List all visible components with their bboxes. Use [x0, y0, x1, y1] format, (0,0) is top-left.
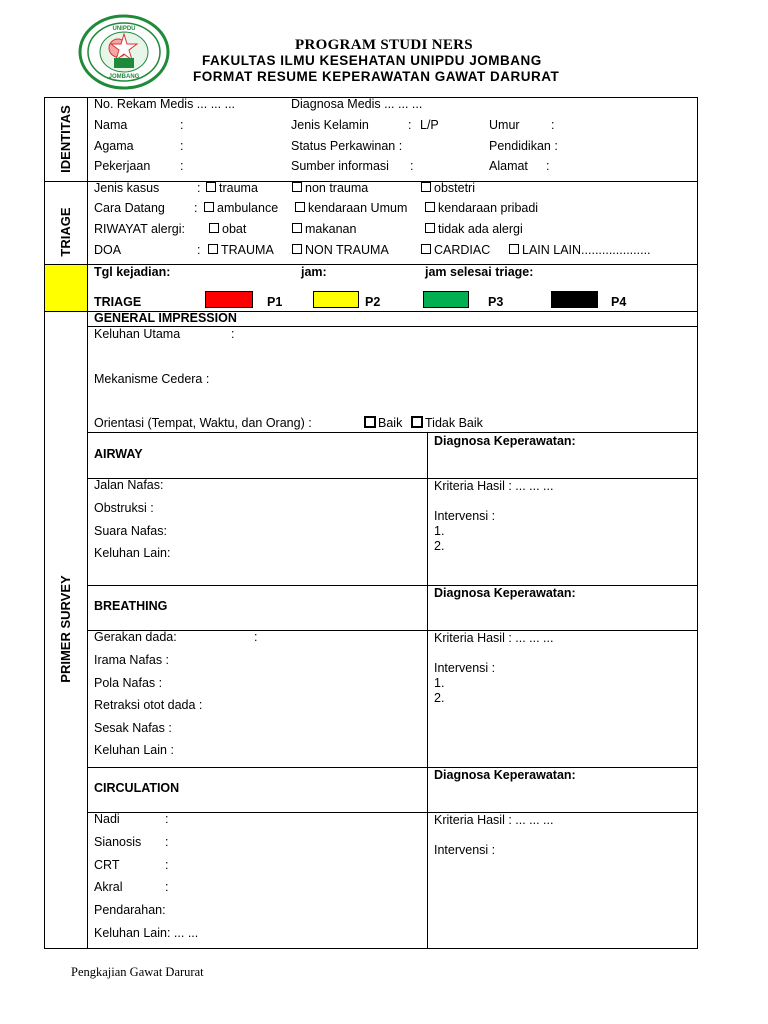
checkbox-doa-non-trauma[interactable] — [292, 243, 389, 258]
p4-label: P4 — [611, 295, 627, 309]
irama-nafas-label: Irama Nafas : — [94, 653, 170, 667]
jam-selesai-triage-label: jam selesai triage: — [425, 265, 534, 279]
breathing-diagnosa-keperawatan: Diagnosa Keperawatan: — [434, 586, 576, 600]
form-title: FORMAT RESUME KEPERAWATAN GAWAT DARURAT — [193, 69, 560, 84]
checkbox-non-trauma[interactable] — [292, 181, 368, 196]
umur-label: Umur — [489, 118, 520, 132]
breathing-intervensi-item-2: 2. — [434, 691, 445, 705]
jenis-kasus-colon: : — [197, 181, 201, 195]
retraksi-otot-dada-label: Retraksi otot dada : — [94, 698, 203, 712]
keluhan-utama-colon: : — [231, 327, 235, 341]
general-impression-title: GENERAL IMPRESSION — [94, 311, 237, 325]
airway-intervensi-item-2: 2. — [434, 539, 445, 553]
breathing-intervensi: Intervensi : — [434, 661, 496, 675]
tgl-kejadian-label: Tgl kejadian: — [94, 265, 171, 279]
crt-label: CRT — [94, 858, 120, 872]
suara-nafas-label: Suara Nafas: — [94, 524, 167, 538]
checkbox-icon[interactable] — [425, 223, 435, 233]
primer-survey-label: PRIMER SURVEY — [58, 575, 73, 683]
riwayat-alergi-label: RIWAYAT alergi: — [94, 222, 185, 236]
gerakan-dada-label: Gerakan dada: — [94, 630, 177, 644]
umur-colon: : — [551, 118, 555, 132]
p1-label: P1 — [267, 295, 283, 309]
makanan-label: makanan — [305, 222, 357, 236]
tidak-ada-alergi-label: tidak ada alergi — [438, 222, 523, 236]
checkbox-cardiac[interactable] — [421, 243, 490, 258]
keluhan-utama-label: Keluhan Utama — [94, 327, 181, 341]
airway-diagnosa-keperawatan: Diagnosa Keperawatan: — [434, 434, 576, 448]
tidak-baik-label: Tidak Baik — [425, 416, 483, 430]
checkbox-lain-lain[interactable] — [509, 243, 651, 258]
sumber-informasi-colon: : — [410, 159, 414, 173]
circulation-diagnosa-keperawatan: Diagnosa Keperawatan: — [434, 768, 576, 782]
circulation-intervensi: Intervensi : — [434, 843, 496, 857]
circulation-keluhan-lain-label: Keluhan Lain: ... ... — [94, 926, 199, 940]
checkbox-obstetri[interactable] — [421, 181, 475, 196]
diagnosa-medis: Diagnosa Medis ... ... ... — [291, 97, 423, 111]
checkbox-icon[interactable] — [509, 244, 519, 254]
sianosis-label: Sianosis — [94, 835, 142, 849]
p4-color-swatch — [551, 291, 598, 308]
program-title: PROGRAM STUDI NERS — [295, 37, 473, 53]
sumber-informasi-label: Sumber informasi — [291, 159, 389, 173]
gerakan-dada-colon: : — [254, 630, 258, 644]
checkbox-icon[interactable] — [292, 223, 302, 233]
checkbox-orientasi-baik[interactable] — [364, 416, 402, 431]
doa-non-trauma-label: NON TRAUMA — [305, 243, 389, 257]
orientasi-label: Orientasi (Tempat, Waktu, dan Orang) : — [94, 416, 312, 430]
akral-colon: : — [165, 880, 169, 894]
kendaraan-pribadi-label: kendaraan pribadi — [438, 201, 539, 215]
checkbox-icon[interactable] — [425, 202, 435, 212]
status-perkawinan-label: Status Perkawinan : — [291, 139, 403, 153]
checkbox-icon[interactable] — [421, 182, 431, 192]
sesak-nafas-label: Sesak Nafas : — [94, 721, 172, 735]
identitas-label: IDENTITAS — [58, 105, 73, 173]
airway-intervensi: Intervensi : — [434, 509, 496, 523]
footer-text: Pengkajian Gawat Darurat — [71, 965, 204, 979]
airway-title: AIRWAY — [94, 447, 143, 461]
checkbox-icon[interactable] — [292, 182, 302, 192]
checkbox-icon[interactable] — [295, 202, 305, 212]
jam-label: jam: — [301, 265, 327, 279]
breathing-kriteria-hasil: Kriteria Hasil : ... ... ... — [434, 631, 554, 645]
alamat-colon: : — [546, 159, 550, 173]
alamat-label: Alamat — [489, 159, 528, 173]
breathing-title: BREATHING — [94, 599, 168, 613]
checkbox-icon[interactable] — [206, 182, 216, 192]
sianosis-colon: : — [165, 835, 169, 849]
cardiac-label: CARDIAC — [434, 243, 491, 257]
checkbox-icon[interactable] — [364, 416, 376, 428]
obstetri-label: obstetri — [434, 181, 475, 195]
lain-lain-label: LAIN LAIN.................... — [522, 243, 651, 257]
baik-label: Baik — [378, 416, 403, 430]
pendarahan-label: Pendarahan: — [94, 903, 166, 917]
agama-colon: : — [180, 139, 184, 153]
trauma-label: trauma — [219, 181, 258, 195]
agama-label: Agama — [94, 139, 134, 153]
jalan-nafas-label: Jalan Nafas: — [94, 478, 164, 492]
checkbox-icon[interactable] — [292, 244, 302, 254]
checkbox-kendaraan-umum[interactable] — [295, 201, 407, 216]
checkbox-doa-trauma[interactable] — [208, 243, 274, 258]
doa-colon: : — [197, 243, 201, 257]
faculty-title: FAKULTAS ILMU KESEHATAN UNIPDU JOMBANG — [202, 53, 542, 68]
nadi-colon: : — [165, 812, 169, 826]
p3-color-swatch — [423, 291, 469, 308]
airway-kriteria-hasil: Kriteria Hasil : ... ... ... — [434, 479, 554, 493]
airway-keluhan-lain-label: Keluhan Lain: — [94, 546, 171, 560]
pola-nafas-label: Pola Nafas : — [94, 676, 163, 690]
akral-label: Akral — [94, 880, 123, 894]
kendaraan-umum-label: kendaraan Umum — [308, 201, 408, 215]
non-trauma-label: non trauma — [305, 181, 369, 195]
doa-label: DOA — [94, 243, 122, 257]
crt-colon: : — [165, 858, 169, 872]
cara-datang-label: Cara Datang — [94, 201, 165, 215]
nama-label: Nama — [94, 118, 128, 132]
p2-color-swatch — [313, 291, 359, 308]
triage-label: TRIAGE — [58, 207, 73, 257]
checkbox-icon[interactable] — [208, 244, 218, 254]
jenis-kelamin-value: L/P — [420, 118, 439, 132]
checkbox-tidak-ada-alergi[interactable] — [425, 222, 523, 237]
pekerjaan-label: Pekerjaan — [94, 159, 151, 173]
checkbox-ambulance[interactable] — [204, 201, 278, 216]
nadi-label: Nadi — [94, 812, 120, 826]
p3-label: P3 — [488, 295, 504, 309]
checkbox-trauma[interactable] — [206, 181, 258, 196]
cara-datang-colon: : — [194, 201, 198, 215]
pendidikan-label: Pendidikan : — [489, 139, 558, 153]
breathing-keluhan-lain-label: Keluhan Lain : — [94, 743, 174, 757]
breathing-intervensi-item-1: 1. — [434, 676, 445, 690]
jenis-kasus-label: Jenis kasus — [94, 181, 160, 195]
mekanisme-cedera-label: Mekanisme Cedera : — [94, 372, 210, 386]
doa-trauma-label: TRAUMA — [221, 243, 274, 257]
checkbox-icon[interactable] — [209, 223, 219, 233]
checkbox-icon[interactable] — [204, 202, 214, 212]
logo-text-top: UNIPDU — [112, 26, 136, 32]
triage-level-label: TRIAGE — [94, 295, 142, 309]
checkbox-icon[interactable] — [411, 416, 423, 428]
checkbox-orientasi-tidak-baik[interactable] — [411, 416, 483, 431]
checkbox-obat[interactable] — [209, 222, 246, 237]
nama-colon: : — [180, 118, 184, 132]
no-rekam-medis: No. Rekam Medis ... ... ... — [94, 97, 236, 111]
obstruksi-label: Obstruksi : — [94, 501, 154, 515]
jenis-kelamin-colon: : — [408, 118, 412, 132]
pekerjaan-colon: : — [180, 159, 184, 173]
p2-label: P2 — [365, 295, 381, 309]
obat-label: obat — [222, 222, 247, 236]
circulation-title: CIRCULATION — [94, 781, 180, 795]
p1-color-swatch — [205, 291, 253, 308]
logo-text-bottom: JOMBANG — [108, 74, 140, 80]
checkbox-kendaraan-pribadi[interactable] — [425, 201, 538, 216]
airway-intervensi-item-1: 1. — [434, 524, 445, 538]
checkbox-icon[interactable] — [421, 244, 431, 254]
checkbox-makanan[interactable] — [292, 222, 356, 237]
circulation-kriteria-hasil: Kriteria Hasil : ... ... ... — [434, 813, 554, 827]
jenis-kelamin-label: Jenis Kelamin — [291, 118, 369, 132]
ambulance-label: ambulance — [217, 201, 279, 215]
